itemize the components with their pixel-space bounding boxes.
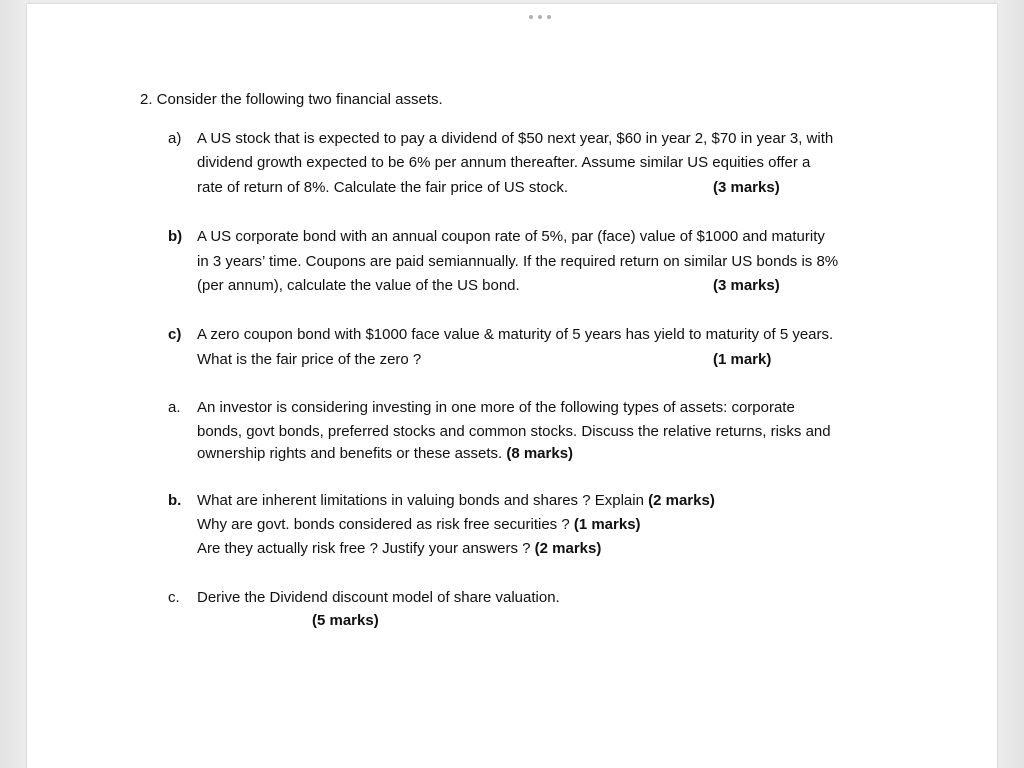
marks-label: (1 mark) [713,351,772,368]
item-text-line: Derive the Dividend discount model of share valuation. [197,589,560,606]
marks-label: (1 marks) [573,516,641,533]
more-options-icon[interactable] [529,13,551,21]
item-label: a) [168,130,182,147]
item-text-line: (per annum), calculate the value of the US bond. [197,277,520,294]
marks-label: (8 marks) [506,445,574,462]
item-text-line [197,491,715,511]
dot [529,15,533,19]
marks-label: (3 marks) [713,277,780,294]
item-text-line: An investor is considering investing in one more of the following types of assets: corporate [197,399,795,416]
item-text-line: A US corporate bond with an annual coupon rate of 5%, par (face) value of $1000 and maturity [197,228,825,245]
document-page [27,4,997,768]
item-text-line: A US stock that is expected to pay a dividend of $50 next year, $60 in year 2, $70 in year 3, with [197,130,834,147]
item-label: b) [168,228,183,245]
dot [538,15,542,19]
item-text-line [197,444,573,464]
dot [547,15,551,19]
item-text-line: bonds, govt bonds, preferred stocks and common stocks. Discuss the relative returns, risks and [197,423,831,440]
item-label: b. [168,492,182,509]
marks-label: (3 marks) [713,179,780,196]
item-text-line: A zero coupon bond with $1000 face value & maturity of 5 years has yield to maturity of 5 years. [197,326,834,343]
item-text: ownership rights and benefits or these assets. [197,445,503,462]
item-label: a. [168,399,181,416]
item-label: c. [168,589,180,606]
marks-label: (2 marks) [648,492,715,509]
item-text: Why are govt. bonds considered as risk free securities ? [197,516,570,533]
item-text-line: dividend growth expected to be 6% per annum thereafter. Assume similar US equities offer a [197,154,811,171]
marks-label: (5 marks) [312,612,379,629]
item-text-line [197,515,641,535]
marks-label: (2 marks) [534,540,602,557]
item-text: What are inherent limitations in valuing bonds and shares ? Explain [197,492,644,509]
item-text-line [197,539,601,559]
item-text-line: in 3 years’ time. Coupons are paid semiannually. If the required return on similar US bonds is 8% [197,253,839,270]
item-text: Are they actually risk free ? Justify your answers ? [197,540,531,557]
question-heading: 2. Consider the following two financial assets. [140,91,443,108]
item-label: c) [168,326,182,343]
item-text-line: rate of return of 8%. Calculate the fair price of US stock. [197,179,569,196]
item-text-line: What is the fair price of the zero ? [197,351,422,368]
